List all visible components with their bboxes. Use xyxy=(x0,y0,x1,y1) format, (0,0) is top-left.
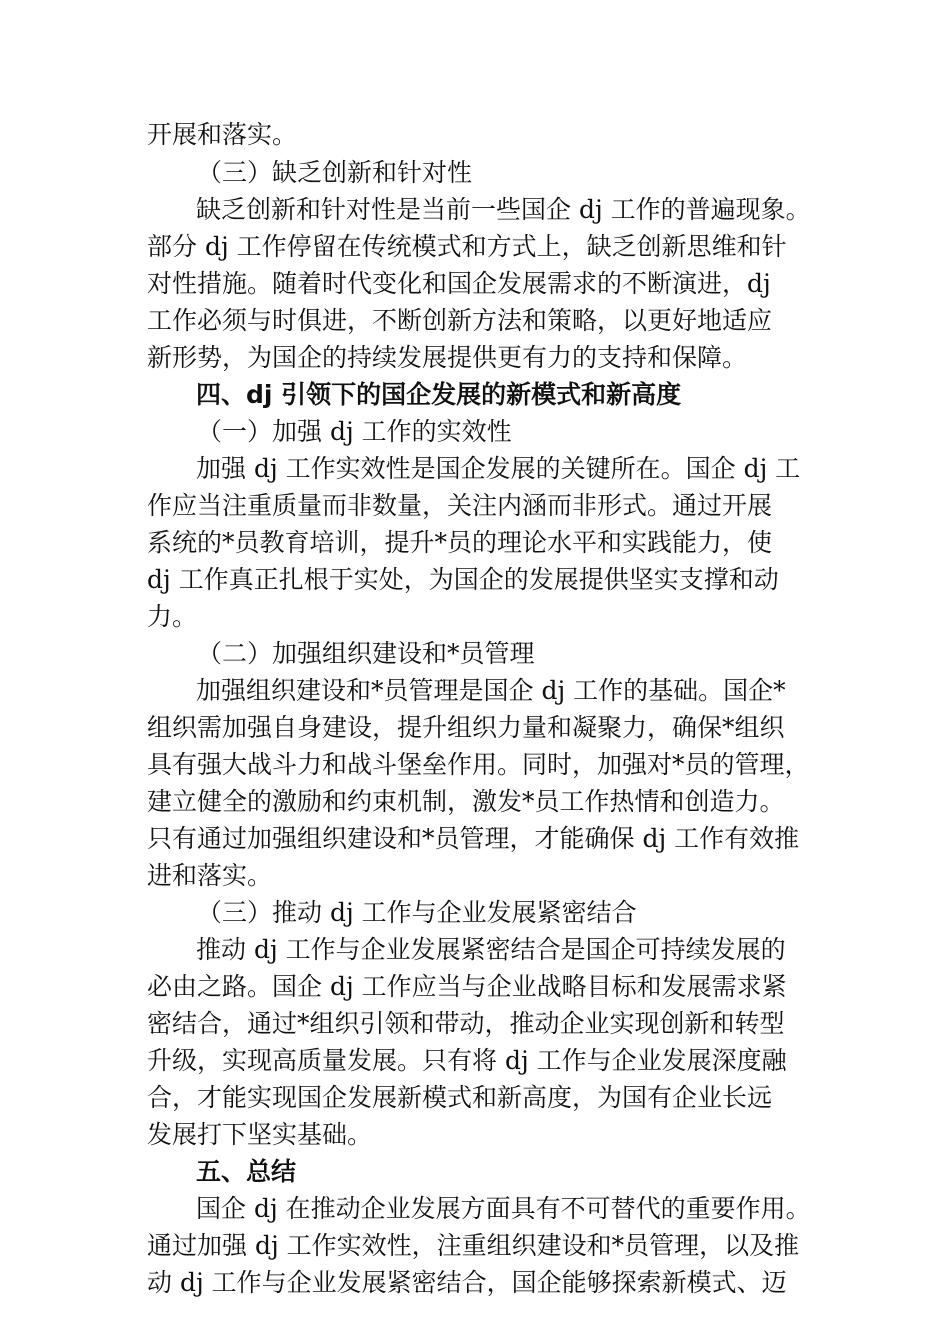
subsection-heading: （二）加强组织建设和*员管理 xyxy=(197,639,535,668)
body-text-line: 工作必须与时俱进，不断创新方法和策略，以更好地适应 xyxy=(147,306,773,335)
section-heading: 四、dj 引领下的国企发展的新模式和新高度 xyxy=(196,380,682,409)
body-text-line: 对性措施。随着时代变化和国企发展需求的不断演进，dj xyxy=(147,269,771,298)
subsection-heading: （三）缺乏创新和针对性 xyxy=(197,158,473,187)
body-text-line: 国企 dj 在推动企业发展方面具有不可替代的重要作用。 xyxy=(196,1194,811,1223)
body-text-line: 发展打下坚实基础。 xyxy=(147,1120,373,1149)
body-text-line: 部分 dj 工作停留在传统模式和方式上，缺乏创新思维和针 xyxy=(147,232,787,261)
body-text-line: 新形势，为国企的持续发展提供更有力的支持和保障。 xyxy=(147,343,748,372)
body-text-line: 只有通过加强组织建设和*员管理，才能确保 dj 工作有效推 xyxy=(147,824,800,853)
body-text-line: 升级，实现高质量发展。只有将 dj 工作与企业发展深度融 xyxy=(147,1046,787,1075)
subsection-heading: （三）推动 dj 工作与企业发展紧密结合 xyxy=(197,898,637,927)
body-text-line: dj 工作真正扎根于实处，为国企的发展提供坚实支撑和动 xyxy=(147,565,779,594)
body-text-line: 系统的*员教育培训，提升*员的理论水平和实践能力，使 xyxy=(147,528,773,557)
section-heading: 五、总结 xyxy=(196,1157,297,1186)
body-text-line: 缺乏创新和针对性是当前一些国企 dj 工作的普遍现象。 xyxy=(196,195,811,224)
body-text-line: 力。 xyxy=(147,602,198,631)
body-text-line: 动 dj 工作与企业发展紧密结合，国企能够探索新模式、迈 xyxy=(147,1268,787,1297)
body-text-line: 具有强大战斗力和战斗堡垒作用。同时，加强对*员的管理， xyxy=(147,750,810,779)
body-text-line: 组织需加强自身建设，提升组织力量和凝聚力，确保*组织 xyxy=(147,713,785,742)
body-text-line: 建立健全的激励和约束机制，激发*员工作热情和创造力。 xyxy=(147,787,785,816)
body-text-line: 推动 dj 工作与企业发展紧密结合是国企可持续发展的 xyxy=(196,935,786,964)
body-text-line: 必由之路。国企 dj 工作应当与企业战略目标和发展需求紧 xyxy=(147,972,787,1001)
body-text-line: 密结合，通过*组织引领和带动，推动企业实现创新和转型 xyxy=(147,1009,785,1038)
body-text-line: 合，才能实现国企发展新模式和新高度，为国有企业长远 xyxy=(147,1083,773,1112)
body-text-line: 作应当注重质量而非数量，关注内涵而非形式。通过开展 xyxy=(147,491,773,520)
subsection-heading: （一）加强 dj 工作的实效性 xyxy=(197,417,512,446)
body-text-line: 加强 dj 工作实效性是国企发展的关键所在。国企 dj 工 xyxy=(196,454,801,483)
body-text-line: 加强组织建设和*员管理是国企 dj 工作的基础。国企* xyxy=(196,676,786,705)
body-text-line: 通过加强 dj 工作实效性，注重组织建设和*员管理，以及推 xyxy=(147,1231,800,1260)
body-text-line: 开展和落实。 xyxy=(147,120,298,149)
body-text-line: 进和落实。 xyxy=(147,861,273,890)
